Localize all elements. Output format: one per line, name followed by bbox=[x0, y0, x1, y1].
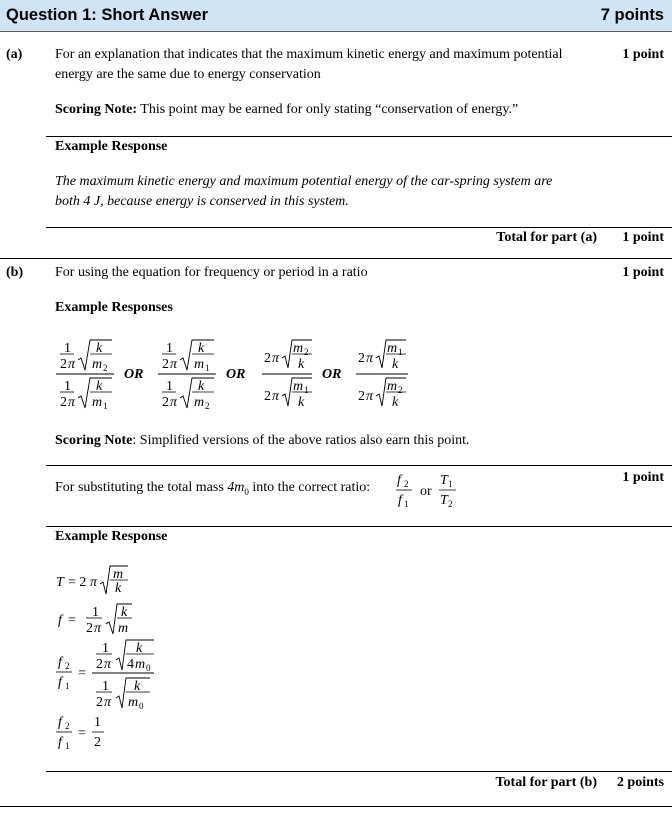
svg-text:π: π bbox=[366, 389, 374, 404]
part-b-example-heading: Example Response bbox=[55, 529, 168, 544]
svg-text:m: m bbox=[118, 621, 129, 636]
svg-text:m: m bbox=[113, 567, 124, 582]
svg-text:π: π bbox=[272, 351, 280, 366]
svg-text:π: π bbox=[366, 351, 374, 366]
svg-text:T: T bbox=[440, 473, 448, 488]
svg-text:m: m bbox=[194, 357, 205, 372]
svg-text:m: m bbox=[128, 695, 139, 710]
section-divider bbox=[0, 806, 672, 807]
svg-text:π: π bbox=[104, 695, 112, 710]
svg-text:f: f bbox=[397, 473, 401, 488]
svg-text:2: 2 bbox=[94, 735, 101, 750]
or-word: OR bbox=[322, 367, 342, 382]
svg-text:0: 0 bbox=[146, 663, 151, 673]
or-word: OR bbox=[124, 367, 144, 382]
svg-text:π: π bbox=[104, 657, 112, 672]
part-a-example-line2: both 4 J, because energy is conserved in this system. bbox=[55, 194, 349, 209]
svg-text:1: 1 bbox=[64, 379, 71, 394]
svg-text:m: m bbox=[135, 657, 146, 672]
svg-text:T: T bbox=[56, 575, 64, 590]
svg-text:f: f bbox=[58, 735, 62, 750]
svg-text:2: 2 bbox=[103, 363, 108, 373]
svg-text:f: f bbox=[58, 675, 62, 690]
svg-text:1: 1 bbox=[64, 341, 71, 356]
part-a-total-points: 1 point bbox=[622, 230, 664, 245]
svg-text:1: 1 bbox=[65, 741, 70, 751]
svg-text:m: m bbox=[194, 395, 205, 410]
svg-text:1: 1 bbox=[65, 681, 70, 691]
part-b-total-label: Total for part (b) bbox=[495, 775, 597, 790]
criterion2-or: or bbox=[420, 484, 432, 499]
part-a-label: (a) bbox=[6, 47, 23, 62]
svg-text:1: 1 bbox=[448, 479, 453, 489]
svg-text:2: 2 bbox=[358, 389, 365, 404]
svg-text:m: m bbox=[293, 379, 304, 394]
part-a-criterion-line1: For an explanation that indicates that the maximum kinetic energy and maximum potential bbox=[55, 47, 563, 62]
svg-text:k: k bbox=[121, 605, 128, 620]
svg-text:m: m bbox=[293, 341, 304, 356]
example-derivation bbox=[52, 560, 212, 760]
svg-text:π: π bbox=[90, 575, 98, 590]
svg-text:1: 1 bbox=[404, 499, 409, 509]
svg-text:= 2: = 2 bbox=[68, 575, 87, 590]
svg-text:1: 1 bbox=[102, 641, 109, 656]
part-b-criterion1-points: 1 point bbox=[622, 265, 664, 280]
svg-text:1: 1 bbox=[166, 379, 173, 394]
svg-text:1: 1 bbox=[304, 385, 309, 395]
svg-text:k: k bbox=[134, 679, 141, 694]
divider bbox=[46, 465, 672, 466]
svg-text:1: 1 bbox=[92, 605, 99, 620]
svg-text:m: m bbox=[387, 341, 398, 356]
svg-text:2: 2 bbox=[60, 357, 67, 372]
svg-text:π: π bbox=[170, 357, 178, 372]
divider bbox=[46, 771, 672, 772]
scoring-note-text: This point may be earned for only stating “conservation of energy.” bbox=[137, 102, 519, 117]
svg-text:1: 1 bbox=[166, 341, 173, 356]
svg-text:k: k bbox=[136, 641, 143, 656]
part-a-example-line1: The maximum kinetic energy and maximum potential energy of the car-spring system are bbox=[55, 174, 553, 189]
scoring-note-label: Scoring Note bbox=[55, 433, 133, 448]
svg-text:=: = bbox=[78, 666, 86, 681]
svg-text:2: 2 bbox=[264, 389, 271, 404]
question-title: Question 1: Short Answer bbox=[6, 6, 208, 24]
svg-text:1: 1 bbox=[102, 679, 109, 694]
svg-text:T: T bbox=[440, 493, 448, 508]
section-divider bbox=[0, 258, 672, 259]
svg-text:k: k bbox=[115, 581, 122, 596]
svg-text:1: 1 bbox=[94, 715, 101, 730]
part-b-criterion2 bbox=[55, 478, 370, 502]
svg-text:π: π bbox=[68, 395, 76, 410]
svg-text:2: 2 bbox=[448, 499, 453, 509]
example-ratios-equations bbox=[50, 330, 430, 420]
svg-text:1: 1 bbox=[103, 401, 108, 411]
part-a-criterion-line2: energy are the same due to energy conservation bbox=[55, 67, 321, 82]
ratio-4 bbox=[356, 340, 408, 410]
criterion2-mass: $4m_0$ bbox=[227, 480, 249, 497]
svg-text:π: π bbox=[170, 395, 178, 410]
scoring-note-text: : Simplified versions of the above ratios also earn this point. bbox=[132, 433, 470, 448]
part-b-criterion2-points: 1 point bbox=[622, 470, 664, 485]
svg-text:1: 1 bbox=[398, 347, 403, 357]
scoring-note-label: Scoring Note: bbox=[55, 102, 138, 117]
svg-text:2: 2 bbox=[162, 357, 169, 372]
svg-text:k: k bbox=[96, 379, 103, 394]
ratio-3 bbox=[262, 340, 312, 410]
svg-text:k: k bbox=[198, 379, 205, 394]
svg-text:2: 2 bbox=[398, 385, 403, 395]
svg-text:π: π bbox=[68, 357, 76, 372]
svg-text:m: m bbox=[387, 379, 398, 394]
svg-text:2: 2 bbox=[264, 351, 271, 366]
part-a-criterion-points: 1 point bbox=[622, 47, 664, 62]
svg-text:=: = bbox=[68, 613, 76, 628]
svg-text:2: 2 bbox=[404, 479, 409, 489]
svg-text:k: k bbox=[392, 395, 399, 410]
svg-text:0: 0 bbox=[139, 701, 144, 711]
part-a-total-label: Total for part (a) bbox=[496, 230, 597, 245]
part-b-total-points: 2 points bbox=[616, 775, 664, 790]
svg-text:2: 2 bbox=[358, 351, 365, 366]
criterion2-ratio-formula bbox=[394, 470, 464, 510]
svg-text:f: f bbox=[58, 715, 62, 730]
svg-text:2: 2 bbox=[96, 657, 103, 672]
svg-text:2: 2 bbox=[304, 347, 309, 357]
svg-text:2: 2 bbox=[65, 661, 70, 671]
question-header bbox=[0, 0, 672, 32]
svg-text:k: k bbox=[298, 395, 305, 410]
svg-text:π: π bbox=[94, 621, 102, 636]
svg-text:2: 2 bbox=[96, 695, 103, 710]
svg-text:m: m bbox=[92, 357, 103, 372]
svg-text:1: 1 bbox=[205, 363, 210, 373]
svg-text:2: 2 bbox=[60, 395, 67, 410]
part-b-scoring-note bbox=[55, 431, 470, 451]
svg-text:k: k bbox=[298, 357, 305, 372]
svg-text:4: 4 bbox=[127, 657, 134, 672]
svg-text:2: 2 bbox=[86, 621, 93, 636]
svg-text:f: f bbox=[58, 613, 62, 628]
svg-text:m: m bbox=[92, 395, 103, 410]
part-a-scoring-note bbox=[55, 100, 518, 120]
svg-text:2: 2 bbox=[205, 401, 210, 411]
part-b-examples-heading: Example Responses bbox=[55, 300, 173, 315]
svg-text:k: k bbox=[198, 341, 205, 356]
svg-text:k: k bbox=[392, 357, 399, 372]
criterion2-mid: into the correct ratio: bbox=[252, 480, 371, 495]
part-a-example-heading: Example Response bbox=[55, 139, 168, 154]
part-b-criterion1: For using the equation for frequency or period in a ratio bbox=[55, 265, 368, 280]
svg-text:2: 2 bbox=[162, 395, 169, 410]
svg-text:f: f bbox=[398, 493, 402, 508]
svg-text:π: π bbox=[272, 389, 280, 404]
svg-text:=: = bbox=[78, 726, 86, 741]
question-points: 7 points bbox=[600, 6, 664, 24]
svg-text:2: 2 bbox=[65, 721, 70, 731]
svg-text:f: f bbox=[58, 655, 62, 670]
ratio-1 bbox=[56, 340, 114, 411]
ratio-2 bbox=[158, 340, 216, 411]
criterion2-prefix: For substituting the total mass bbox=[55, 480, 224, 495]
svg-text:k: k bbox=[96, 341, 103, 356]
part-b-label: (b) bbox=[6, 265, 24, 280]
or-word: OR bbox=[226, 367, 246, 382]
